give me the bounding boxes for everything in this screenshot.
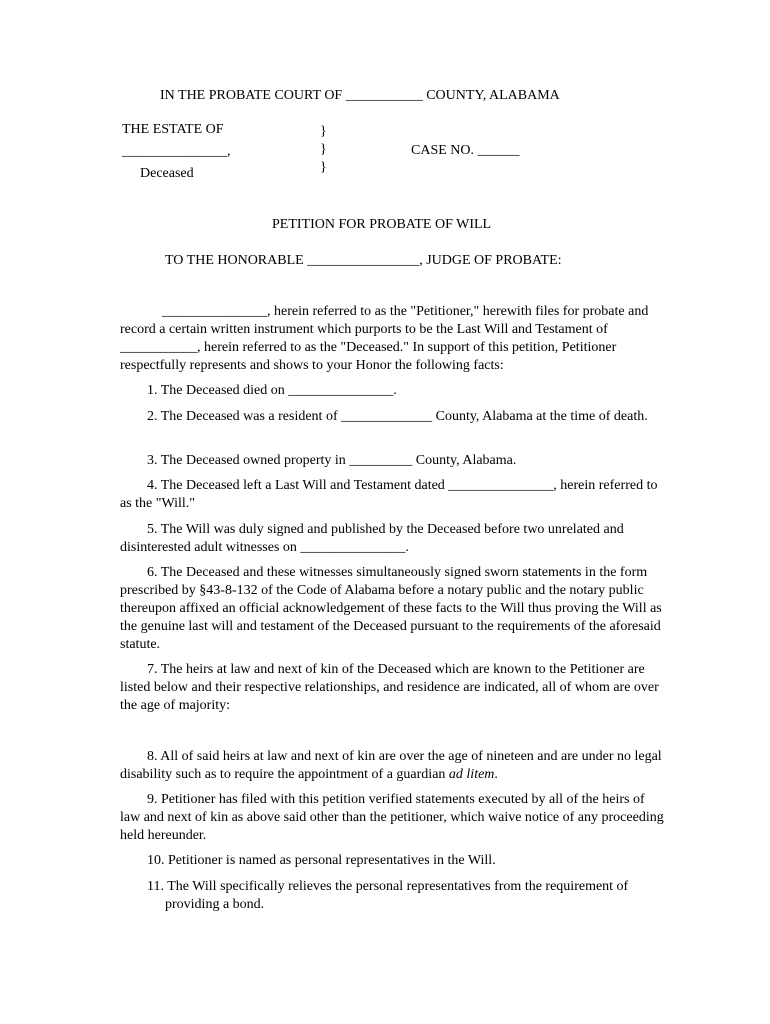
caption-brace: } <box>320 124 327 139</box>
intro-paragraph: _______________, herein referred to as the "Petitioner," herewith files for probate and record a certain written instrument which purports to be the Last Will and Testament of ___________, herein referred to as the "Deceased." In support of this petition, Petitioner respectfully represents and shows to your Honor the following facts: <box>120 304 649 373</box>
fact-item-11: 11. The Will specifically relieves the personal representatives from the requirement of providing a bond. <box>147 879 629 912</box>
fact-item-2: 2. The Deceased was a resident of _____________ County, Alabama at the time of death. <box>147 409 648 424</box>
fact-item-6: 6. The Deceased and these witnesses simultaneously signed sworn statements in the form prescribed by §43-8-132 of the Code of Alabama before a notary public and the notary public thereupon affixed an official acknowledgement of these facts to the Will thus proving the Will as the genuine last will and testament of the Deceased pursuant to the requirements of the aforesaid statute. <box>120 565 662 652</box>
fact-item-8-text: 8. All of said heirs at law and next of kin are over the age of nineteen and are under no legal disability such as to require the appointment of a guardian <box>120 749 662 782</box>
fact-item-8 <box>120 748 665 784</box>
fact-item-5: 5. The Will was duly signed and published by the Deceased before two unrelated and disinterested adult witnesses on _______________. <box>120 522 624 555</box>
fact-item-7: 7. The heirs at law and next of kin of the Deceased which are known to the Petitioner are listed below and their respective relationships, and residence are indicated, all of whom are over the age of majority: <box>120 662 659 713</box>
deceased-label: Deceased <box>140 166 194 181</box>
fact-item-4: 4. The Deceased left a Last Will and Testament dated _______________, herein referred to as the "Will." <box>120 478 658 511</box>
fact-item-3: 3. The Deceased owned property in _________ County, Alabama. <box>147 453 517 468</box>
court-heading: IN THE PROBATE COURT OF ___________ COUNTY, ALABAMA <box>160 88 560 103</box>
deceased-name-blank: _______________, <box>122 144 231 159</box>
document-title: PETITION FOR PROBATE OF WILL <box>272 217 492 232</box>
fact-item-9: 9. Petitioner has filed with this petition verified statements executed by all of the heirs of law and next of kin as above said other than the petitioner, which waive notice of any proceeding held hereunder. <box>120 792 664 843</box>
case-number: CASE NO. ______ <box>411 143 520 158</box>
salutation: TO THE HONORABLE ________________, JUDGE OF PROBATE: <box>165 253 562 268</box>
estate-of-label: THE ESTATE OF <box>122 122 224 137</box>
fact-item-10: 10. Petitioner is named as personal representatives in the Will. <box>147 853 496 868</box>
fact-item-1: 1. The Deceased died on _______________. <box>147 383 397 398</box>
ad-litem-term: ad litem <box>448 767 495 782</box>
caption-brace: } <box>320 160 327 175</box>
caption-brace: } <box>320 142 327 157</box>
fact-item-8-end: . <box>494 767 498 782</box>
